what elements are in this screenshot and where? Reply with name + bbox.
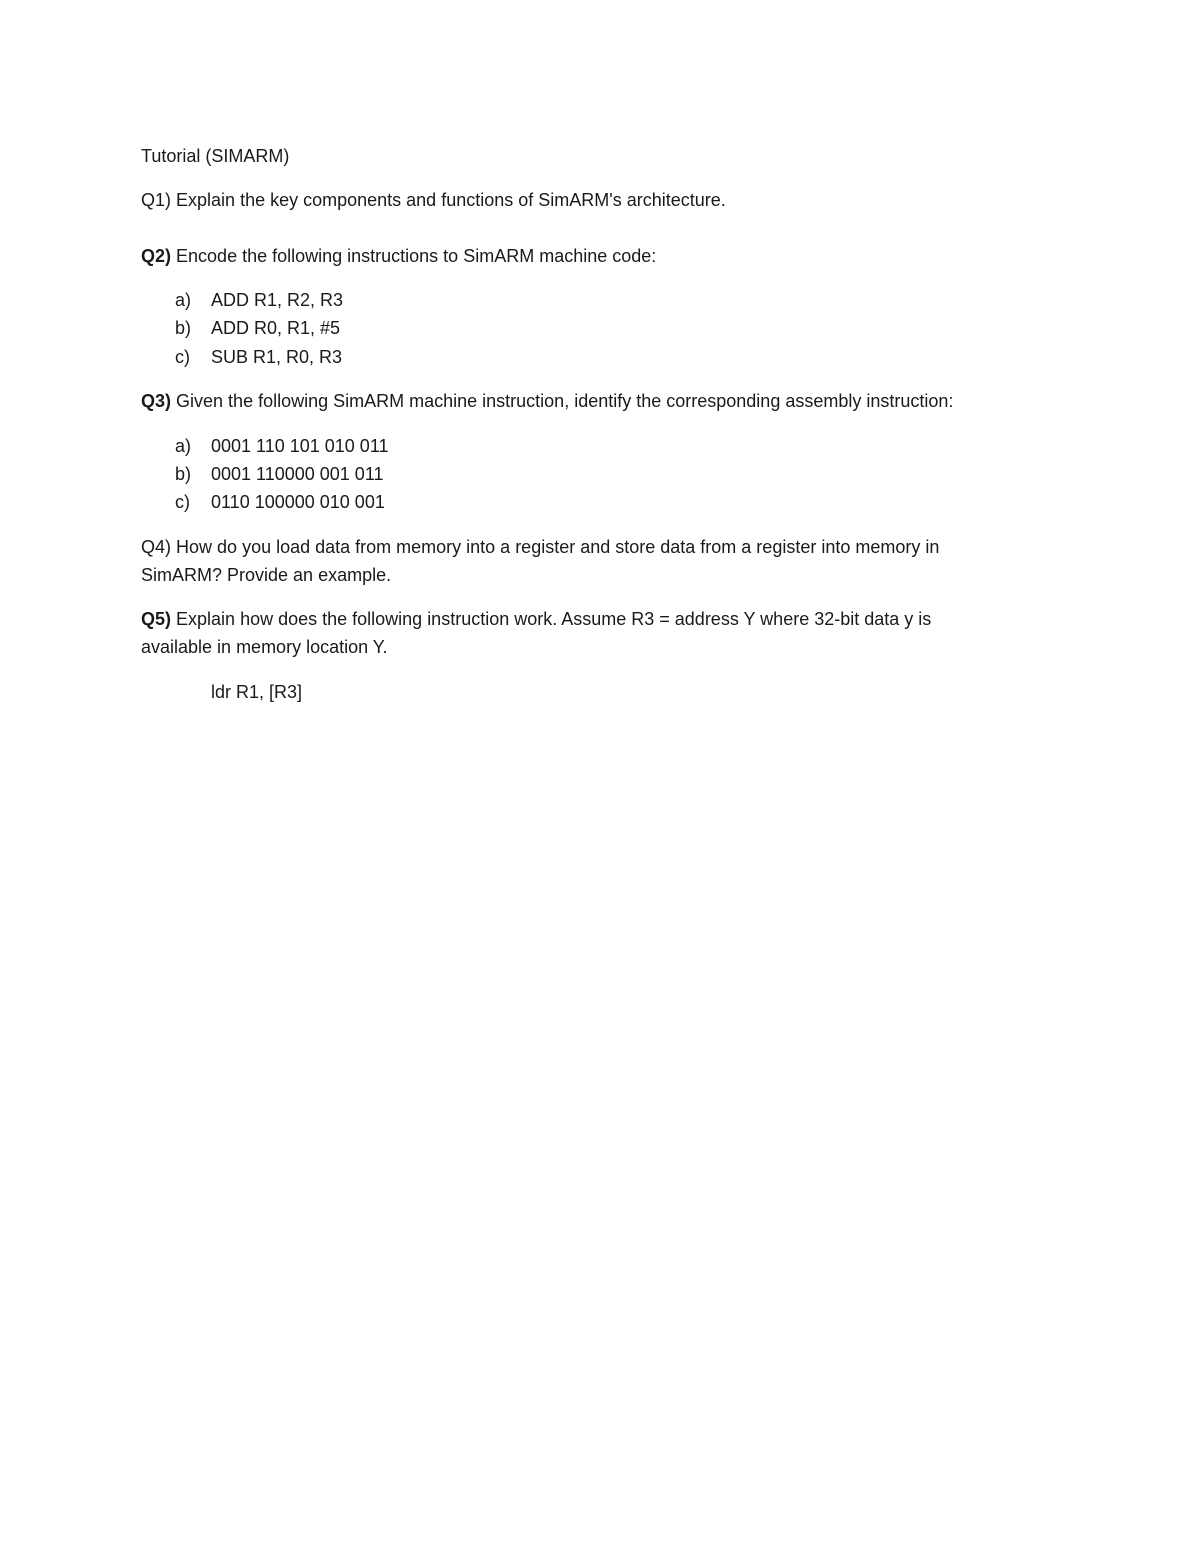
list-item-text: 0110 100000 010 001 (211, 492, 385, 512)
question-4-line-2: SimARM? Provide an example. (141, 565, 392, 585)
question-5-label: Q5) (141, 609, 172, 629)
question-5-line-2: available in memory location Y. (141, 637, 388, 657)
question-2-label: Q2) (141, 246, 172, 266)
question-1-text: Explain the key components and functions of SimARM's architecture. (176, 190, 726, 210)
list-marker: b) (175, 464, 192, 484)
document-title: Tutorial (SIMARM) (141, 146, 290, 166)
question-3 (141, 389, 953, 413)
question-2 (141, 244, 656, 268)
list-item-text: ADD R1, R2, R3 (211, 290, 344, 310)
list-item-text: SUB R1, R0, R3 (211, 347, 343, 367)
question-1-label: Q1) (141, 190, 172, 210)
question-1 (141, 188, 726, 212)
question-4-line-1 (141, 535, 939, 559)
question-5-text-1: Explain how does the following instruction work. Assume R3 = address Y where 32-bit data y is (176, 609, 932, 629)
code-snippet: ldr R1, [R3] (211, 682, 303, 702)
list-marker: c) (175, 492, 190, 512)
list-marker: c) (175, 347, 190, 367)
question-2-text: Encode the following instructions to SimARM machine code: (176, 246, 657, 266)
list-marker: a) (175, 290, 192, 310)
question-3-text: Given the following SimARM machine instruction, identify the corresponding assembly instruction: (176, 391, 954, 411)
list-item-text: ADD R0, R1, #5 (211, 318, 341, 338)
list-marker: a) (175, 436, 192, 456)
question-4-label: Q4) (141, 537, 172, 557)
question-3-label: Q3) (141, 391, 172, 411)
question-4-text-1: How do you load data from memory into a register and store data from a register into memory in (176, 537, 940, 557)
list-item-text: 0001 110 101 010 011 (211, 436, 389, 456)
list-marker: b) (175, 318, 192, 338)
list-item-text: 0001 110000 001 011 (211, 464, 384, 484)
question-5-line-1 (141, 607, 931, 631)
